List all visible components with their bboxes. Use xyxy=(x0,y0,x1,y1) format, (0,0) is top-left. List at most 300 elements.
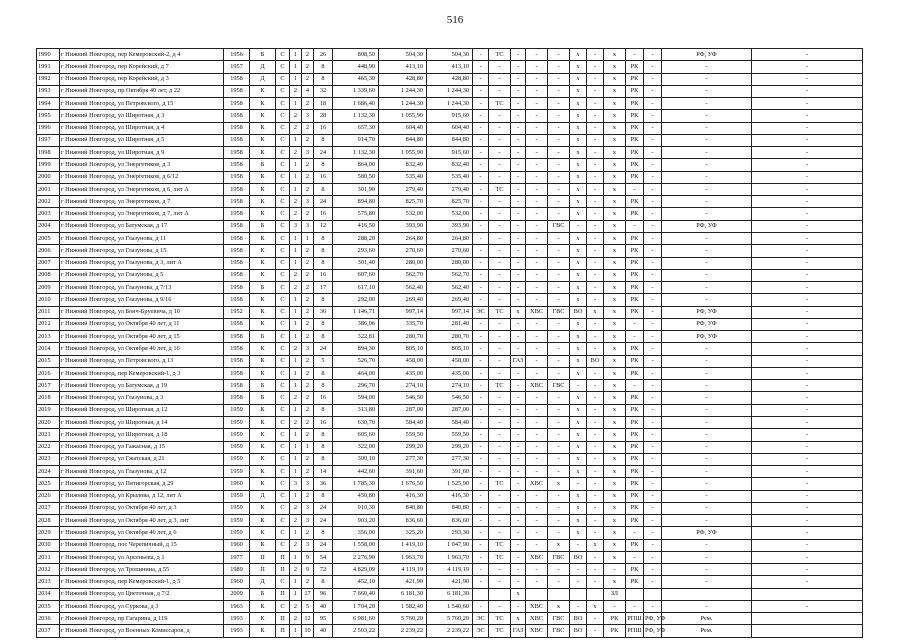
table-cell: - xyxy=(662,73,752,85)
table-cell: - xyxy=(511,159,526,171)
table-cell: - xyxy=(526,502,548,514)
table-cell: 1958 xyxy=(224,269,250,281)
table-cell: 7 660,40 xyxy=(333,588,379,600)
table-cell: - xyxy=(644,429,662,441)
table-cell: К xyxy=(250,625,276,637)
table-cell: - xyxy=(473,318,489,330)
table-cell: 2 xyxy=(290,613,302,625)
table-cell: К xyxy=(250,416,276,428)
table-cell: - xyxy=(548,257,570,269)
table-cell: К xyxy=(250,478,276,490)
table-cell: 2 xyxy=(290,282,302,294)
table-cell: - xyxy=(587,294,604,306)
table-cell: - xyxy=(473,392,489,404)
table-cell: - xyxy=(570,600,587,612)
table-cell: 2 xyxy=(290,515,302,527)
table-cell: 914,70 xyxy=(333,134,379,146)
table-cell: г Нижний Новгород, ул Широтная, д 12 xyxy=(60,404,224,416)
table-cell: 3 xyxy=(302,502,314,514)
table-cell: ХВС xyxy=(526,625,548,637)
table-cell: 3 xyxy=(290,220,302,232)
table-cell: - xyxy=(752,306,863,318)
table-cell: - xyxy=(511,171,526,183)
table-cell: 1 xyxy=(290,380,302,392)
table-cell: 8 xyxy=(314,257,333,269)
table-cell: 2 xyxy=(302,134,314,146)
table-cell: 1959 xyxy=(224,515,250,527)
table-cell: 2005 xyxy=(37,232,60,244)
table-cell: ГВС xyxy=(548,551,570,563)
table-cell: РК xyxy=(626,257,644,269)
table-cell: х xyxy=(570,282,587,294)
table-row xyxy=(37,551,863,563)
table-cell: - xyxy=(489,416,511,428)
table-cell: - xyxy=(587,232,604,244)
table-cell: 1959 xyxy=(224,453,250,465)
table-cell: - xyxy=(473,208,489,220)
table-cell: РК xyxy=(626,98,644,110)
table-cell: 6 181,30 xyxy=(379,588,427,600)
table-cell: - xyxy=(752,208,863,220)
table-cell: - xyxy=(644,478,662,490)
table-cell: 301,90 xyxy=(333,183,379,195)
table-cell: 1 525,90 xyxy=(427,478,473,490)
table-cell: 1 xyxy=(290,429,302,441)
table-cell: - xyxy=(662,380,752,392)
table-cell: г Нижний Новгород, пер Кемеровский-1, д 5 xyxy=(60,576,224,588)
table-cell: К xyxy=(250,269,276,281)
table-cell: - xyxy=(662,551,752,563)
table-cell: - xyxy=(548,110,570,122)
table-cell: 413,10 xyxy=(427,61,473,73)
table-cell: С xyxy=(276,355,290,367)
table-cell: 335,70 xyxy=(379,318,427,330)
table-cell: - xyxy=(473,331,489,343)
table-cell: - xyxy=(644,85,662,97)
table-cell: - xyxy=(511,367,526,379)
table-cell: С xyxy=(276,98,290,110)
table-cell: - xyxy=(587,85,604,97)
table-cell: Рем. xyxy=(662,625,752,637)
table-cell: 2004 xyxy=(37,220,60,232)
table-cell: 269,40 xyxy=(427,294,473,306)
table-cell: г Нижний Новгород, ул Пятигорская, д 29 xyxy=(60,478,224,490)
table-cell: ТС xyxy=(489,551,511,563)
table-cell xyxy=(526,588,548,600)
table-cell: х xyxy=(570,49,587,61)
table-cell: 1958 xyxy=(224,367,250,379)
table-cell: 288,20 xyxy=(333,232,379,244)
table-cell: РК xyxy=(626,208,644,220)
table-cell: - xyxy=(526,453,548,465)
table-cell: - xyxy=(626,318,644,330)
table-cell: 8 xyxy=(314,134,333,146)
table-cell: - xyxy=(489,159,511,171)
table-cell: - xyxy=(752,269,863,281)
table-cell: 562,40 xyxy=(379,282,427,294)
table-cell: - xyxy=(662,515,752,527)
table-cell: 2 xyxy=(302,404,314,416)
table-row xyxy=(37,318,863,330)
housing-registry-table xyxy=(36,48,863,638)
table-cell: К xyxy=(250,122,276,134)
table-cell xyxy=(570,588,587,600)
table-cell: г Нижний Новгород, ул Октября 40 лет, д 3 xyxy=(60,502,224,514)
table-cell: П xyxy=(250,564,276,576)
table-cell: 448,90 xyxy=(333,61,379,73)
table-cell: 526,70 xyxy=(333,355,379,367)
table-cell: 2 xyxy=(302,429,314,441)
table-cell xyxy=(489,588,511,600)
table-cell: - xyxy=(644,183,662,195)
table-cell: - xyxy=(511,61,526,73)
table-cell: 2 xyxy=(302,269,314,281)
table-cell: - xyxy=(570,380,587,392)
table-cell: 1997 xyxy=(37,134,60,146)
table-cell: 580,50 xyxy=(333,171,379,183)
table-cell: х xyxy=(604,61,626,73)
table-cell: РК xyxy=(626,441,644,453)
table-cell: РПШ xyxy=(626,625,644,637)
table-cell: 546,50 xyxy=(379,392,427,404)
table-cell: Д xyxy=(250,73,276,85)
table-cell: - xyxy=(587,625,604,637)
table-cell: - xyxy=(473,147,489,159)
table-cell: 428,80 xyxy=(427,73,473,85)
table-cell: - xyxy=(526,441,548,453)
table-cell: 300,10 xyxy=(333,453,379,465)
table-cell: 1959 xyxy=(224,441,250,453)
table-cell: х xyxy=(604,429,626,441)
table-cell: 1 244,30 xyxy=(427,85,473,97)
table-cell: 1994 xyxy=(37,98,60,110)
table-cell: 844,80 xyxy=(379,134,427,146)
table-cell: 280,70 xyxy=(427,331,473,343)
table-cell: ГВС xyxy=(548,625,570,637)
table-cell: - xyxy=(526,232,548,244)
table-cell: 3 xyxy=(302,220,314,232)
table-cell: 808,50 xyxy=(333,49,379,61)
table-cell: С xyxy=(276,404,290,416)
table-cell: г Нижний Новгород, ул Военных Комиссаров, д xyxy=(60,625,224,637)
table-cell: х xyxy=(604,134,626,146)
table-cell: 293,60 xyxy=(333,245,379,257)
table-cell: - xyxy=(526,367,548,379)
table-cell: - xyxy=(526,331,548,343)
table-cell: 1 xyxy=(290,306,302,318)
table-cell: 24 xyxy=(314,515,333,527)
table-cell: - xyxy=(644,367,662,379)
table-cell: 1 xyxy=(290,355,302,367)
table-cell: - xyxy=(473,490,489,502)
table-cell: - xyxy=(587,269,604,281)
table-cell: 2001 xyxy=(37,183,60,195)
table-cell: РК xyxy=(626,122,644,134)
table-cell: - xyxy=(662,564,752,576)
table-cell: х xyxy=(604,294,626,306)
table-cell: К xyxy=(250,294,276,306)
table-cell: - xyxy=(587,282,604,294)
table-cell: 3 xyxy=(302,478,314,490)
table-cell: 535,40 xyxy=(427,171,473,183)
table-cell: - xyxy=(548,147,570,159)
table-cell: - xyxy=(548,171,570,183)
table-cell: - xyxy=(752,282,863,294)
table-cell: 1 963,70 xyxy=(427,551,473,563)
table-cell: 535,40 xyxy=(379,171,427,183)
table-row xyxy=(37,269,863,281)
table-cell xyxy=(644,588,662,600)
table-cell: - xyxy=(473,478,489,490)
table-cell: - xyxy=(511,478,526,490)
table-cell: х xyxy=(570,318,587,330)
table-cell: - xyxy=(644,453,662,465)
table-cell: 4 xyxy=(302,85,314,97)
table-cell: С xyxy=(276,85,290,97)
table-cell: х xyxy=(570,183,587,195)
table-cell: РК xyxy=(626,147,644,159)
table-cell: 3 xyxy=(302,147,314,159)
table-cell: - xyxy=(752,196,863,208)
table-cell: 1956 xyxy=(224,49,250,61)
table-cell: - xyxy=(489,343,511,355)
table-cell: 604,40 xyxy=(379,122,427,134)
table-cell: - xyxy=(473,122,489,134)
table-cell: - xyxy=(644,318,662,330)
table-cell: 3 xyxy=(302,196,314,208)
table-cell: - xyxy=(587,147,604,159)
table-row xyxy=(37,208,863,220)
table-cell: - xyxy=(587,183,604,195)
table-cell: - xyxy=(587,466,604,478)
table-cell: 1959 xyxy=(224,416,250,428)
table-cell: 562,40 xyxy=(427,282,473,294)
table-cell: 2037 xyxy=(37,625,60,637)
table-cell: 2022 xyxy=(37,441,60,453)
table-cell: 2 xyxy=(302,576,314,588)
table-cell: 72 xyxy=(314,564,333,576)
table-cell: 1995 xyxy=(37,110,60,122)
table-cell: 1 xyxy=(290,466,302,478)
table-cell: 2 xyxy=(290,416,302,428)
table-cell: - xyxy=(587,49,604,61)
table-cell: - xyxy=(752,49,863,61)
table-cell: 1958 xyxy=(224,110,250,122)
table-cell: РФ, УФ xyxy=(662,527,752,539)
table-cell: 1 132,30 xyxy=(333,110,379,122)
table-cell: - xyxy=(570,564,587,576)
table-cell: 280,00 xyxy=(427,257,473,269)
table-cell: К xyxy=(250,466,276,478)
table-cell: С xyxy=(276,134,290,146)
table-cell: - xyxy=(473,576,489,588)
table-cell: - xyxy=(587,171,604,183)
table-cell: ХВС xyxy=(526,600,548,612)
table-row xyxy=(37,85,863,97)
table-cell: - xyxy=(473,282,489,294)
table-row xyxy=(37,49,863,61)
table-cell: х xyxy=(570,232,587,244)
table-cell: 910,30 xyxy=(333,502,379,514)
table-cell: г Нижний Новгород, ул Широтная, д 3 xyxy=(60,110,224,122)
table-cell: х xyxy=(604,269,626,281)
table-row xyxy=(37,257,863,269)
table-cell: 2009 xyxy=(37,282,60,294)
table-cell: РК xyxy=(626,404,644,416)
table-cell: х xyxy=(570,367,587,379)
table-cell: х xyxy=(511,613,526,625)
table-cell: 1 xyxy=(290,183,302,195)
table-cell: РК xyxy=(626,245,644,257)
table-cell: х xyxy=(570,453,587,465)
table-cell: ХВС xyxy=(526,380,548,392)
table-cell: х xyxy=(570,392,587,404)
table-cell: 562,70 xyxy=(379,269,427,281)
table-cell: 24 xyxy=(314,196,333,208)
table-cell xyxy=(752,613,863,625)
table-cell: 1 xyxy=(290,171,302,183)
table-cell: 2 xyxy=(302,49,314,61)
table-row xyxy=(37,196,863,208)
table-row xyxy=(37,613,863,625)
table-cell: х xyxy=(604,196,626,208)
table-cell: х xyxy=(570,134,587,146)
table-cell: К xyxy=(250,441,276,453)
table-cell: 1977 xyxy=(224,551,250,563)
table-cell: Рем. xyxy=(662,613,752,625)
table-cell: С xyxy=(276,429,290,441)
table-cell: 1958 xyxy=(224,122,250,134)
table-cell: С xyxy=(276,294,290,306)
table-cell: - xyxy=(752,576,863,588)
table-cell: 805,10 xyxy=(379,343,427,355)
table-cell: - xyxy=(626,600,644,612)
table-cell: г Нижний Новгород, ул Глазунова, д 9/16 xyxy=(60,294,224,306)
table-cell: - xyxy=(752,490,863,502)
table-cell: х xyxy=(604,453,626,465)
table-cell: 3 xyxy=(302,515,314,527)
table-cell: 840,80 xyxy=(427,502,473,514)
table-cell: 894,30 xyxy=(333,343,379,355)
table-cell: 2 xyxy=(302,527,314,539)
table-row xyxy=(37,588,863,600)
table-cell: - xyxy=(644,551,662,563)
table-row xyxy=(37,466,863,478)
table-cell: х xyxy=(570,110,587,122)
table-cell: 617,10 xyxy=(333,282,379,294)
table-row xyxy=(37,404,863,416)
table-cell: - xyxy=(752,429,863,441)
table-cell: - xyxy=(489,355,511,367)
table-cell: - xyxy=(489,232,511,244)
table-cell: х xyxy=(604,576,626,588)
table-cell: - xyxy=(644,306,662,318)
table-cell: - xyxy=(662,429,752,441)
table-cell: 12 xyxy=(302,613,314,625)
table-cell: х xyxy=(570,196,587,208)
table-cell: - xyxy=(511,429,526,441)
table-cell: С xyxy=(276,282,290,294)
table-cell: - xyxy=(626,49,644,61)
table-cell: 1 xyxy=(290,61,302,73)
table-cell: ЭС xyxy=(473,625,489,637)
table-cell: - xyxy=(526,257,548,269)
table-cell: 16 xyxy=(314,416,333,428)
table-cell xyxy=(587,588,604,600)
table-cell: - xyxy=(473,49,489,61)
table-cell: - xyxy=(526,490,548,502)
table-cell: С xyxy=(276,343,290,355)
table-cell: Б xyxy=(250,220,276,232)
table-cell: 1 244,30 xyxy=(427,98,473,110)
table-cell: - xyxy=(511,539,526,551)
table-cell: - xyxy=(570,576,587,588)
table-cell: 356,00 xyxy=(333,527,379,539)
table-cell: 1958 xyxy=(224,85,250,97)
table-cell: 605,60 xyxy=(333,429,379,441)
table-cell: х xyxy=(570,122,587,134)
table-cell: - xyxy=(644,380,662,392)
table-cell: 1993 xyxy=(224,625,250,637)
table-row xyxy=(37,502,863,514)
table-cell: 5 xyxy=(314,355,333,367)
table-cell: - xyxy=(489,576,511,588)
table-cell: ЭС xyxy=(473,613,489,625)
table-cell: - xyxy=(626,551,644,563)
table-cell: - xyxy=(662,600,752,612)
table-cell: 532,00 xyxy=(379,208,427,220)
table-cell: - xyxy=(662,453,752,465)
table-cell: г Нижний Новгород, ул Арсеньева, д 1 xyxy=(60,551,224,563)
table-cell: - xyxy=(489,147,511,159)
table-cell: 2 xyxy=(302,331,314,343)
page-number: 516 xyxy=(446,14,464,26)
table-cell: х xyxy=(604,441,626,453)
table-cell: 559,50 xyxy=(427,429,473,441)
table-cell: - xyxy=(548,73,570,85)
table-cell: - xyxy=(526,416,548,428)
table-cell: г Нижний Новгород, ул Глазунова, д 3, лит А xyxy=(60,257,224,269)
table-cell: - xyxy=(752,220,863,232)
table-cell: - xyxy=(511,245,526,257)
table-cell: 8 xyxy=(314,61,333,73)
table-cell: 1958 xyxy=(224,183,250,195)
table-cell: 1990 xyxy=(37,49,60,61)
table-cell: РК xyxy=(626,539,644,551)
table-cell: - xyxy=(587,98,604,110)
table-cell: К xyxy=(250,171,276,183)
table-cell: - xyxy=(489,392,511,404)
table-cell: 2 503,22 xyxy=(333,625,379,637)
table-cell: - xyxy=(662,98,752,110)
table-cell: 1 146,71 xyxy=(333,306,379,318)
table-row xyxy=(37,478,863,490)
table-cell: 1958 xyxy=(224,147,250,159)
table-cell: 1 704,20 xyxy=(333,600,379,612)
table-cell: 915,60 xyxy=(427,147,473,159)
table-cell: РК xyxy=(626,453,644,465)
table-cell: 2025 xyxy=(37,478,60,490)
table-cell: - xyxy=(489,245,511,257)
table-cell: - xyxy=(489,85,511,97)
table-cell: - xyxy=(489,564,511,576)
table-cell: 1 xyxy=(290,441,302,453)
table-cell: 264,80 xyxy=(379,232,427,244)
table-cell: 458,00 xyxy=(427,355,473,367)
table-cell: х xyxy=(604,110,626,122)
table-cell: - xyxy=(489,196,511,208)
table-cell: 2012 xyxy=(37,318,60,330)
